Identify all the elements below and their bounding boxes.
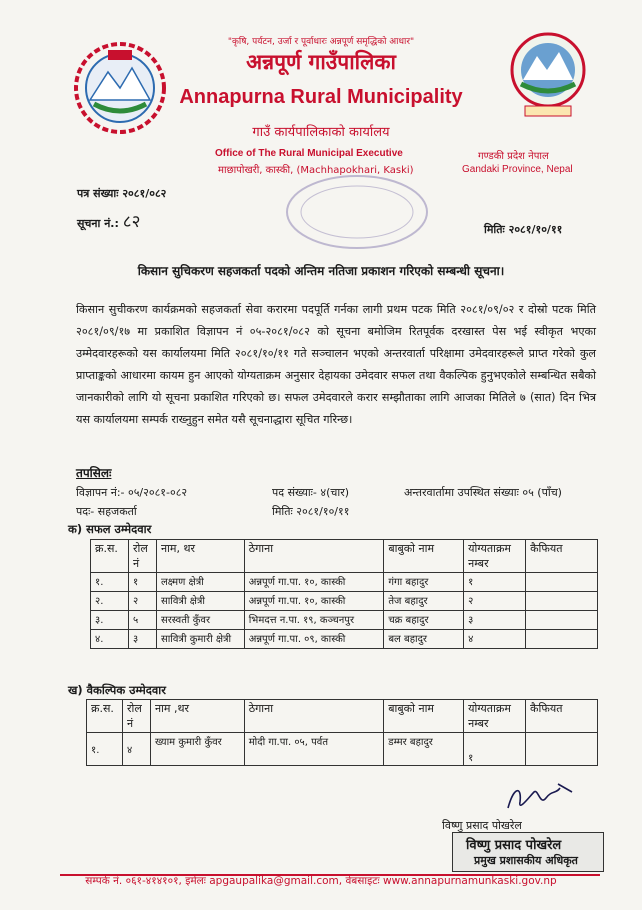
table-cell: सावित्री क्षेत्री [156,592,244,611]
municipality-name-np: अन्नपूर्ण गाउँपालिका [246,50,396,74]
col-header: नाम, थर [156,540,244,573]
details-heading: तपसिलः [76,466,112,480]
table-cell: तेज बहादुर [384,592,464,611]
stamp-designation: प्रमुख प्रशासकीय अधिकृत [474,854,578,867]
office-name-en: Office of The Rural Municipal Executive [215,148,403,159]
table-cell: डम्मर बहादुर [384,733,464,766]
table-cell: भिमदत्त न.पा. १९, कञ्चनपुर [244,611,384,630]
table-row [91,630,598,649]
table-row [91,592,598,611]
notice-number-value: ८२ [122,212,141,232]
letter-number-value: २०८१/०८२ [122,187,167,200]
table-cell: लक्ष्मण क्षेत्री [156,573,244,592]
col-header: बाबुको नाम [384,700,464,733]
table-cell: सरस्वती कुँवर [156,611,244,630]
province-np: गण्डकी प्रदेश नेपाल [478,151,549,162]
col-header: रोल नं [122,700,150,733]
table-cell: १ [128,573,156,592]
table-cell: १ [464,733,526,766]
motto: "कृषि, पर्यटन, उर्जा र पूर्वाधारः अन्नपूर्ण समृद्धिको आधार" [227,37,415,47]
signature-icon [500,778,580,818]
province-en: Gandaki Province, Nepal [462,164,573,175]
col-header: ठेगाना [244,700,384,733]
table-cell: मोदी गा.पा. ०५, पर्वत [244,733,384,766]
table-cell: अन्नपूर्ण गा.पा. १०, कास्की [244,592,384,611]
notice-date: मितिः २०८१/१०/११ [484,223,563,236]
table-header-row [87,700,598,733]
table-cell: १. [87,733,123,766]
table-cell: ख्याम कुमारी कुँवर [150,733,244,766]
table-row [91,611,598,630]
letter-number-label: पत्र संख्याः [77,187,119,200]
table-cell: चक्र बहादुर [384,611,464,630]
table-cell [526,592,598,611]
table-cell: गंगा बहादुर [384,573,464,592]
table-cell [526,630,598,649]
table-cell: २. [91,592,129,611]
col-header: ठेगाना [244,540,384,573]
table-cell: बल बहादुर [384,630,464,649]
table-cell: १ [464,573,526,592]
table-cell: ४ [122,733,150,766]
success-heading: क) सफल उम्मेदवार [68,522,152,536]
col-header: कैफियत [526,540,598,573]
post-count: पद संख्याः- ४(चार) [272,486,350,499]
col-header: क्र.स. [91,540,129,573]
table-cell [526,573,598,592]
letter-number [77,186,166,201]
notice-body: किसान सुचीकरण कार्यक्रमको सहजकर्ता सेवा करारमा पदपूर्ति गर्नका लागी प्रथम पटक मिति २०८१/०९/०२ र दोस्रो पटक मिति २०८१/०९/१७ मा प्रकाशित विज्ञापन नं ०५-२०८१/०८२ को सूचना बमोजिम रितपूर्वक दरखास्त पेस भई स्वीकृत भएका उम्मेदवारहरूको यस कार्यालयमा मिति २०८१/१०/११ गते सञ्चालन भएको अन्तरवार्ता परिक्षामा उमेदवारहरूले प्राप्त गरेको कुल प्राप्ताङ्कको आधारमा कायम हुन आएको योग्यताक्रम अनुसार देहायका उमेदवार सफल तथा वैकल्पिक हुनुभएकोले सम्बन्धित सबैको जानकारीको लागि यो सूचना प्रकाशित गरिएको छ। सफल उमेदवारले करार सम्झौताका लागि आजका मितिले ७ (सात) दिन भित्र यस कार्यालयमा सम्पर्क राख्नुहुन समेत यसै सूचनाद्धारा सूचित गरिन्छ। [76,303,596,426]
advert-number: विज्ञापन नं:- ०५/२०८१-०८२ [76,486,188,499]
table-cell [526,733,598,766]
col-header: योग्यताक्रम नम्बर [464,540,526,573]
table-cell: ३. [91,611,129,630]
table-cell: ३ [128,630,156,649]
table-header-row [91,540,598,573]
table-row [91,573,598,592]
post-name: पदः- सहजकर्ता [76,505,137,518]
table-cell: अन्नपूर्ण गा.पा. ०९, कास्की [244,630,384,649]
table-cell: २ [464,592,526,611]
signatory-name: विष्णु प्रसाद पोखरेल [442,819,522,832]
table-cell [526,611,598,630]
col-header: रोल नं [128,540,156,573]
table-cell: २ [128,592,156,611]
col-header: योग्यताक्रम नम्बर [464,700,526,733]
office-stamp-icon [282,172,432,252]
col-header: कैफियत [526,700,598,733]
details-date: मितिः २०८१/१०/११ [272,505,350,518]
attended-count: अन्तरवार्तामा उपस्थित संख्याः ०५ (पाँच) [404,486,562,499]
notice-number [77,209,140,232]
table-cell: ४. [91,630,129,649]
municipality-name-en: Annapurna Rural Municipality [179,86,463,108]
table-cell: सावित्री कुमारी क्षेत्री [156,630,244,649]
stamp-name: विष्णु प्रसाद पोखरेल [466,838,562,853]
col-header: क्र.स. [87,700,123,733]
office-name-np: गाउँ कार्यपालिकाको कार्यालय [252,125,390,140]
col-header: नाम ,थर [150,700,244,733]
success-table [90,539,598,649]
office-address: माछापोखरी, कास्की, (Machhapokhari, Kaski) [218,165,414,176]
table-cell: ३ [464,611,526,630]
table-cell: अन्नपूर्ण गा.पा. १०, कास्की [244,573,384,592]
alternate-table [86,699,598,766]
footer-contact: सम्पर्क नं. ०६१-४१४१०१, इमेलः apgaupalika@gmail.com, वेबसाइटः www.annapurnamunkaski.gov.np [85,875,557,887]
table-cell: ५ [128,611,156,630]
table-row [87,733,598,766]
notice-subject: किसान सुचिकरण सहजकर्ता पदको अन्तिम नतिजा प्रकाशन गरिएको सम्बन्धी सूचना। [137,264,505,278]
alternate-heading: ख) वैकल्पिक उम्मेदवार [68,683,166,697]
notice-number-label: सूचना नं.: [77,217,119,230]
table-cell: ४ [464,630,526,649]
col-header: बाबुको नाम [384,540,464,573]
table-cell: १. [91,573,129,592]
